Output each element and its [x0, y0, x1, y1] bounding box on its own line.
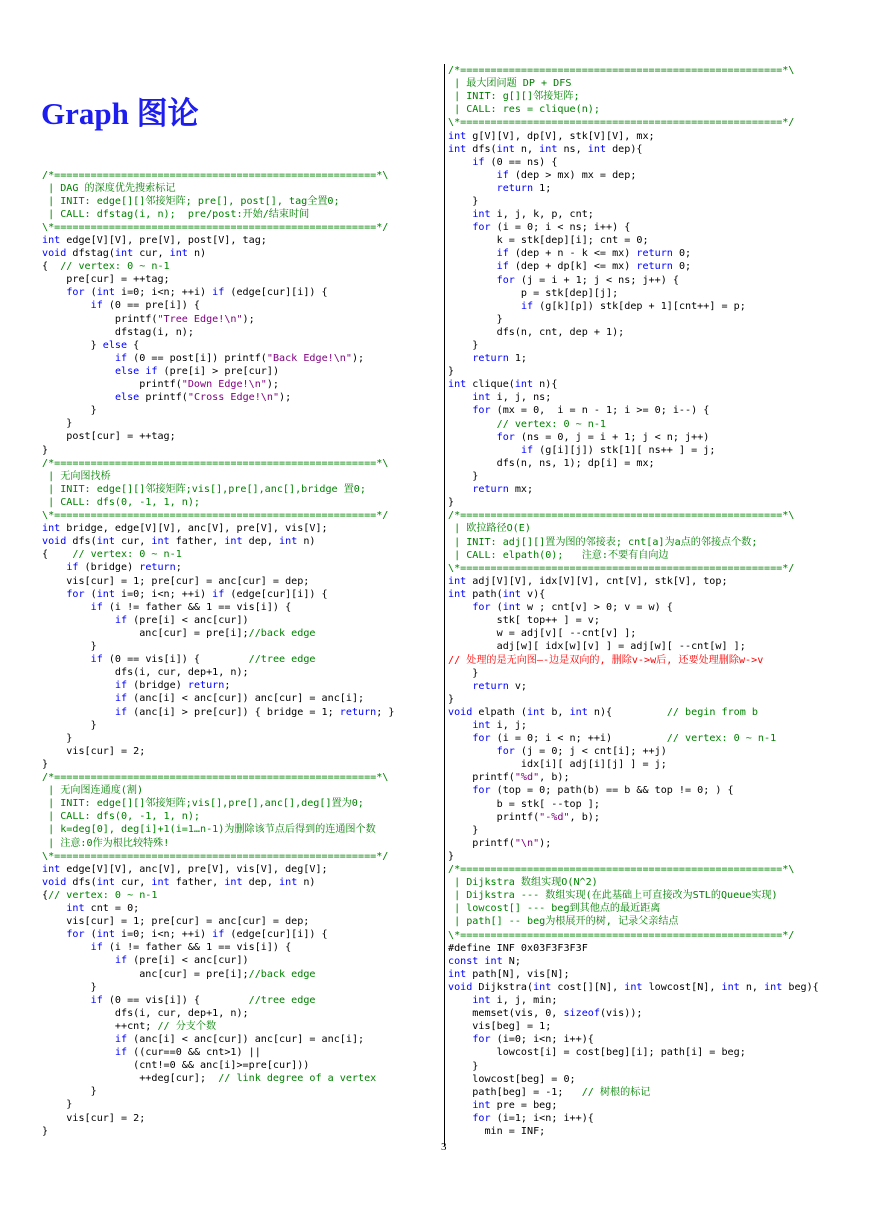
code-line: }	[42, 732, 73, 744]
code-line: }	[42, 418, 73, 430]
code-block	[448, 942, 819, 1138]
code-block	[448, 667, 776, 863]
code-line: | path[] -- beg为根展开的树, 记录父亲结点	[448, 916, 679, 928]
code-line: anc[cur] = pre[i];//back edge	[42, 627, 316, 639]
code-line: }	[448, 470, 479, 482]
code-line: printf("Down Edge!\n");	[42, 379, 280, 391]
code-line: idx[i][ adj[i][j] ] = j;	[448, 759, 667, 771]
code-line: | 欧拉路径O(E)	[448, 523, 531, 535]
code-line: | 无向图找桥	[42, 470, 111, 482]
code-line: k = stk[dep][i]; cnt = 0;	[448, 235, 649, 247]
code-line: return 1;	[496, 182, 552, 194]
code-line: }	[42, 641, 97, 653]
code-line: void dfstag(int cur, int n)	[42, 248, 207, 260]
code-line: printf("Tree Edge!\n");	[42, 313, 255, 325]
code-line: if (dep + dp[k] <= mx) return 0;	[496, 261, 692, 273]
code-line: ++deg[cur]; // link degree of a vertex	[42, 1073, 377, 1085]
code-line: return mx;	[472, 484, 534, 496]
code-line: /*=====================================================*\	[448, 510, 795, 522]
code-line: /*=====================================================*\	[448, 65, 795, 76]
code-line: }	[448, 667, 479, 679]
code-line: for (int i=0; i<n; ++i) if (edge[cur][i]) {	[66, 588, 328, 600]
code-line: }	[42, 981, 97, 993]
code-line: for (top = 0; path(b) == b && top != 0; ) {	[472, 785, 734, 797]
code-line: return v;	[472, 680, 528, 692]
code-line: if (0 == post[i]) printf("Back Edge!\n");	[114, 352, 365, 364]
code-line: | CALL: dfs(0, -1, 1, n);	[42, 811, 201, 823]
code-line: }	[448, 313, 503, 325]
code-line: vis[cur] = 1; pre[cur] = anc[cur] = dep;	[42, 575, 310, 587]
code-line: int path[N], vis[N];	[448, 968, 570, 980]
code-line: for (i=1; i<n; i++){	[472, 1112, 594, 1124]
code-line: memset(vis, 0, sizeof(vis));	[448, 1008, 643, 1020]
code-line: | INIT: edge[][]邻接矩阵;vis[],pre[],anc[],bridge 置0;	[42, 483, 366, 495]
comment-block	[42, 457, 388, 522]
code-line: dfs(n, cnt, dep + 1);	[448, 326, 625, 338]
code-line: /*=====================================================*\	[42, 457, 389, 469]
code-line: } else {	[42, 339, 140, 351]
code-line: | CALL: elpath(0); 注意:不要有自向边	[448, 549, 669, 561]
code-block	[42, 234, 364, 457]
code-line: if (anc[i] < anc[cur]) anc[cur] = anc[i];	[114, 693, 365, 705]
code-line: if (pre[i] < anc[cur])	[114, 955, 249, 967]
comment-block	[448, 509, 794, 574]
code-line: | 最大团问题 DP + DFS	[448, 78, 572, 90]
code-line: | INIT: edge[][]邻接矩阵; pre[], post[], tag全置0;	[42, 195, 340, 207]
code-line: vis[cur] = 1; pre[cur] = anc[cur] = dep;	[42, 916, 310, 928]
code-line: if (bridge) return;	[66, 562, 182, 574]
code-line: int i, j;	[472, 719, 528, 731]
code-line: int g[V][V], dp[V], stk[V][V], mx;	[448, 130, 655, 142]
code-line: b = stk[ --top ];	[448, 798, 600, 810]
code-line: /*=====================================================*\	[42, 772, 389, 784]
code-line: if (anc[i] > pre[cur]) { bridge = 1; return; }	[114, 706, 395, 718]
code-line: if (i != father && 1 == vis[i]) {	[90, 942, 292, 954]
code-line: int cnt = 0;	[66, 903, 140, 915]
code-line: for (j = i + 1; j < ns; j++) {	[496, 274, 679, 286]
code-line: // 处理的是无向图—-边是双向的, 删除v->w后, 还要处理删除w->v	[448, 654, 764, 666]
code-line: if (0 == vis[i]) { //tree edge	[90, 994, 316, 1006]
code-line: int dfs(int n, int ns, int dep){	[448, 143, 643, 155]
code-line: | CALL: res = clique(n);	[448, 104, 600, 116]
code-block	[448, 575, 746, 654]
code-line: void dfs(int cur, int father, int dep, int n)	[42, 536, 316, 548]
code-line: int edge[V][V], pre[V], post[V], tag;	[42, 235, 267, 246]
code-block	[42, 863, 376, 1138]
code-line: for (ns = 0, j = i + 1; j < n; j++)	[496, 431, 710, 443]
code-line: pre[cur] = ++tag;	[42, 274, 170, 286]
code-line: for (i = 0; i < ns; i++) {	[472, 222, 631, 234]
code-line: if (0 == pre[i]) {	[90, 300, 201, 312]
code-line: printf("%d", b);	[448, 772, 570, 784]
code-line: { // vertex: 0 ~ n-1	[42, 549, 182, 561]
code-line: void Dijkstra(int cost[][N], int lowcost[N], int n, int beg){	[448, 981, 819, 993]
code-line: \*=====================================================*/	[42, 850, 389, 862]
code-line: }	[42, 444, 49, 456]
code-line: }	[448, 824, 479, 836]
code-line: dfs(i, cur, dep+1, n);	[42, 667, 249, 679]
code-line: /*=====================================================*\	[448, 864, 795, 876]
code-line: anc[cur] = pre[i];//back edge	[42, 968, 316, 980]
code-line: | INIT: g[][]邻接矩阵;	[448, 91, 580, 103]
code-line: if (0 == vis[i]) { //tree edge	[90, 654, 316, 666]
code-line: for (i=0; i<n; i++){	[472, 1034, 594, 1046]
code-line: void dfs(int cur, int father, int dep, int n)	[42, 876, 316, 888]
code-line: | INIT: edge[][]邻接矩阵;vis[],pre[],anc[],deg[]置为0;	[42, 798, 364, 810]
code-line: \*=====================================================*/	[42, 221, 389, 233]
code-line: | DAG 的深度优先搜索标记	[42, 182, 176, 194]
code-line: int path(int v){	[448, 588, 546, 600]
code-line: }	[42, 1086, 97, 1098]
code-line: \*=====================================================*/	[448, 117, 795, 129]
code-line: path[beg] = -1; // 树根的标记	[448, 1086, 651, 1098]
code-line: if (pre[i] < anc[cur])	[114, 614, 249, 626]
code-block	[42, 522, 395, 771]
code-line: for (j = 0; j < cnt[i]; ++j)	[496, 746, 667, 758]
code-line: dfstag(i, n);	[42, 326, 194, 338]
comment-block	[42, 771, 388, 863]
code-line: min = INF;	[448, 1126, 546, 1137]
comment-block	[448, 863, 794, 942]
code-line: dfs(n, ns, 1); dp[i] = mx;	[448, 457, 655, 469]
code-line: if (dep + n - k <= mx) return 0;	[496, 248, 692, 260]
code-line: lowcost[i] = cost[beg][i]; path[i] = beg;	[448, 1047, 746, 1059]
code-line: }	[448, 497, 455, 509]
code-line: }	[448, 850, 455, 862]
column-divider	[444, 64, 445, 1146]
code-line: for (int i=0; i<n; ++i) if (edge[cur][i]) {	[66, 287, 328, 299]
code-line: for (mx = 0, i = n - 1; i >= 0; i--) {	[472, 405, 710, 417]
code-line: return 1;	[472, 353, 528, 365]
code-line: if (bridge) return;	[114, 680, 231, 692]
comment-block	[42, 169, 388, 234]
code-line: | CALL: dfs(0, -1, 1, n);	[42, 496, 201, 508]
code-line: }	[448, 340, 479, 351]
code-line: /*=====================================================*\	[42, 169, 389, 181]
code-line: printf("-%d", b);	[448, 811, 600, 823]
code-line: }	[42, 1125, 49, 1137]
code-line: vis[cur] = 2;	[42, 745, 146, 757]
code-line: | k=deg[0], deg[i]+1(i=1…n-1)为删除该节点后得到的连通图个数	[42, 824, 376, 836]
code-line: { // vertex: 0 ~ n-1	[42, 261, 170, 273]
code-line: {// vertex: 0 ~ n-1	[42, 889, 158, 901]
code-line: lowcost[beg] = 0;	[448, 1073, 576, 1085]
code-line: else if (pre[i] > pre[cur])	[114, 365, 280, 377]
code-line: int edge[V][V], anc[V], pre[V], vis[V], deg[V];	[42, 863, 328, 875]
code-line: if ((cur==0 && cnt>1) ||	[114, 1047, 261, 1059]
code-line: ++cnt; // 分支个数	[42, 1020, 217, 1032]
code-line: | INIT: adj[][]置为图的邻接表; cnt[a]为a点的邻接点个数;	[448, 536, 758, 548]
code-line: int clique(int n){	[448, 379, 558, 391]
page-number: 3	[441, 1141, 447, 1153]
code-line: }	[448, 1060, 479, 1072]
code-line: vis[cur] = 2;	[42, 1112, 146, 1124]
code-line: (cnt!=0 && anc[i]>=pre[cur]))	[42, 1060, 310, 1072]
code-line: int adj[V][V], idx[V][V], cnt[V], stk[V], top;	[448, 575, 728, 587]
code-line: // vertex: 0 ~ n-1	[496, 418, 607, 430]
code-line: | Dijkstra 数组实现O(N^2)	[448, 877, 598, 889]
code-line: int i, j, k, p, cnt;	[472, 209, 594, 221]
code-line: vis[beg] = 1;	[448, 1021, 552, 1033]
code-line: int i, j, ns;	[472, 392, 552, 404]
code-line: }	[42, 405, 97, 417]
code-line: | Dijkstra --- 数组实现(在此基础上可直接改为STL的Queue实现)	[448, 890, 778, 902]
code-line: stk[ top++ ] = v;	[448, 615, 600, 627]
code-line: | CALL: dfstag(i, n); pre/post:开始/结束时间	[42, 208, 310, 220]
code-line: | 无向图连通度(割)	[42, 785, 144, 797]
code-line: for (int w ; cnt[v] > 0; v = w) {	[472, 602, 673, 614]
code-line: if (dep > mx) mx = dep;	[496, 169, 637, 181]
code-line: post[cur] = ++tag;	[42, 431, 176, 443]
code-line: w = adj[v][ --cnt[v] ];	[448, 628, 637, 640]
code-line: p = stk[dep][j];	[448, 287, 619, 299]
code-line: int pre = beg;	[472, 1099, 558, 1111]
code-line: }	[448, 195, 479, 207]
code-line: }	[448, 366, 455, 378]
code-line: int i, j, min;	[472, 995, 558, 1007]
code-line: }	[42, 1099, 73, 1111]
code-line: \*=====================================================*/	[42, 510, 389, 522]
code-line: for (i = 0; i < n; ++i) // vertex: 0 ~ n-1	[472, 733, 777, 745]
code-line: }	[42, 719, 97, 731]
code-block	[448, 130, 746, 510]
code-line: \*=====================================================*/	[448, 929, 795, 941]
code-line: for (int i=0; i<n; ++i) if (edge[cur][i]) {	[66, 929, 328, 941]
code-line: adj[w][ idx[w][v] ] = adj[w][ --cnt[w] ];	[448, 641, 746, 653]
code-line: int bridge, edge[V][V], anc[V], pre[V], vis[V];	[42, 523, 328, 535]
comment-block	[448, 64, 794, 129]
code-line: else printf("Cross Edge!\n");	[114, 392, 292, 404]
code-block	[448, 654, 763, 667]
code-line: const int N;	[448, 955, 521, 967]
code-line: printf("\n");	[448, 837, 552, 849]
code-line: | lowcost[] --- beg到其他点的最近距离	[448, 903, 661, 915]
code-line: #define INF 0x03F3F3F3F	[448, 942, 588, 954]
code-line: if (0 == ns) {	[472, 156, 558, 168]
code-line: dfs(i, cur, dep+1, n);	[42, 1007, 249, 1019]
code-line: void elpath (int b, int n){ // begin from b	[448, 706, 758, 718]
code-line: if (g[i][j]) stk[1][ ns++ ] = j;	[520, 444, 716, 456]
page-title: Graph 图论	[41, 96, 199, 131]
code-line: if (g[k][p]) stk[dep + 1][cnt++] = p;	[520, 300, 746, 312]
code-line: if (i != father && 1 == vis[i]) {	[90, 601, 292, 613]
code-line: }	[448, 693, 455, 705]
code-line: if (anc[i] < anc[cur]) anc[cur] = anc[i];	[114, 1034, 365, 1046]
code-line: \*=====================================================*/	[448, 562, 795, 574]
code-line: | 注意:0作为根比较特殊!	[42, 837, 170, 849]
code-line: }	[42, 758, 49, 770]
